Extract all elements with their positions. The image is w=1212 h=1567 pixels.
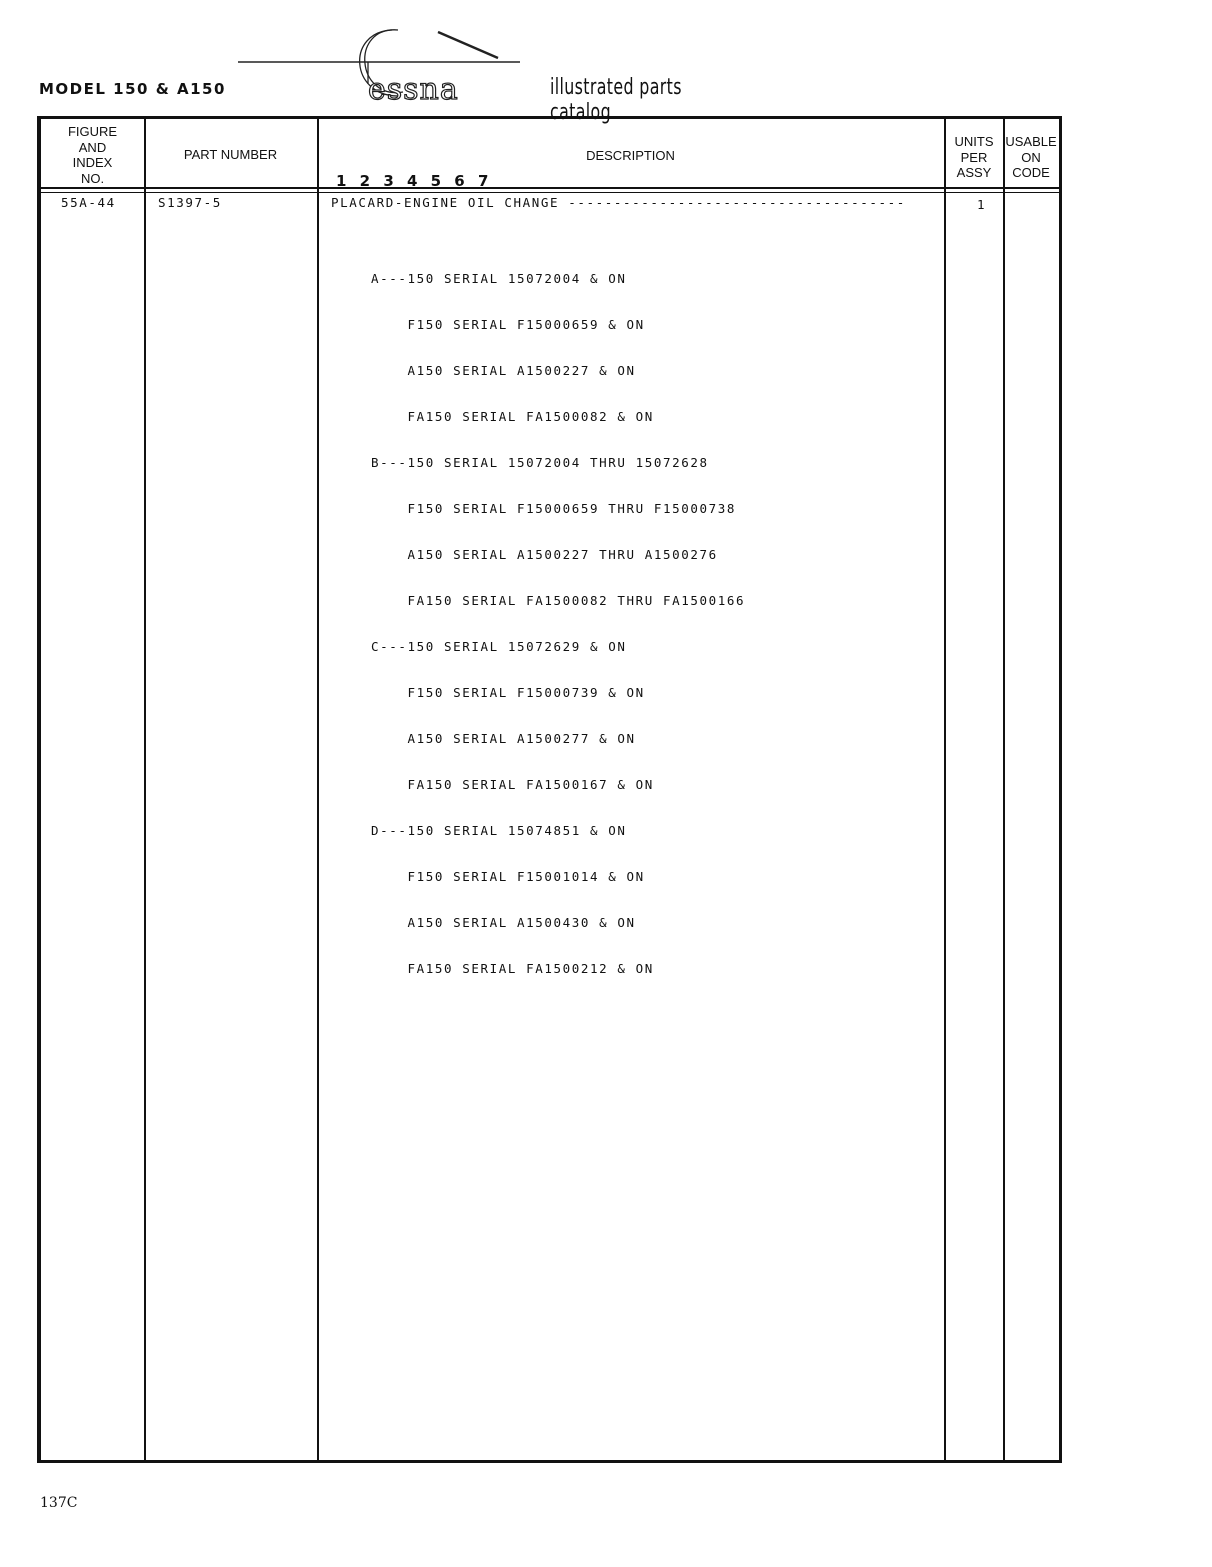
serial-note: A150 SERIAL A1500227 & ON: [371, 363, 636, 378]
row-part-number: S1397-5: [158, 195, 222, 210]
serial-note: FA150 SERIAL FA1500212 & ON: [371, 961, 654, 976]
column-divider: [1003, 119, 1005, 1460]
header-divider: [41, 187, 1059, 189]
row-units: 1: [977, 197, 987, 212]
header-indent-digits: 1 2 3 4 5 6 7: [336, 172, 493, 190]
header-divider-inner: [41, 192, 1059, 193]
header-units-per-assy: UNITS PER ASSY: [954, 134, 994, 180]
serial-note: FA150 SERIAL FA1500082 & ON: [371, 409, 654, 424]
serial-note: FA150 SERIAL FA1500082 THRU FA1500166: [371, 593, 746, 608]
model-title: MODEL 150 & A150: [39, 80, 226, 98]
serial-note: FA150 SERIAL FA1500167 & ON: [371, 777, 654, 792]
serial-note: F150 SERIAL F15000659 THRU F15000738: [371, 501, 737, 516]
row-figure-index: 55A-44: [61, 195, 116, 210]
column-divider: [944, 119, 946, 1460]
header-figure-index: FIGURE AND INDEX NO.: [67, 124, 118, 186]
parts-table: [37, 116, 1062, 1463]
page-number: 137C: [40, 1495, 78, 1511]
brand-name: essna: [368, 72, 459, 107]
header-usable-on-code: USABLE ON CODE: [1005, 134, 1057, 180]
serial-note: F150 SERIAL F15001014 & ON: [371, 869, 645, 884]
catalog-title: illustrated parts catalog: [550, 75, 682, 125]
header-description: DESCRIPTION: [586, 148, 675, 163]
serial-note: A150 SERIAL A1500277 & ON: [371, 731, 636, 746]
row-description: PLACARD-ENGINE OIL CHANGE -------------------------------------: [331, 195, 906, 210]
column-divider: [317, 119, 319, 1460]
column-divider: [144, 119, 146, 1460]
serial-note: C---150 SERIAL 15072629 & ON: [371, 639, 627, 654]
serial-note: A---150 SERIAL 15072004 & ON: [371, 271, 627, 286]
serial-effectivity-notes: [371, 241, 745, 1007]
serial-note: F150 SERIAL F15000659 & ON: [371, 317, 645, 332]
cessna-logo: [238, 22, 758, 125]
serial-note: A150 SERIAL A1500430 & ON: [371, 915, 636, 930]
serial-note: A150 SERIAL A1500227 THRU A1500276: [371, 547, 718, 562]
header-part-number: PART NUMBER: [183, 147, 278, 162]
serial-note: D---150 SERIAL 15074851 & ON: [371, 823, 627, 838]
serial-note: F150 SERIAL F15000739 & ON: [371, 685, 645, 700]
serial-note: B---150 SERIAL 15072004 THRU 15072628: [371, 455, 709, 470]
